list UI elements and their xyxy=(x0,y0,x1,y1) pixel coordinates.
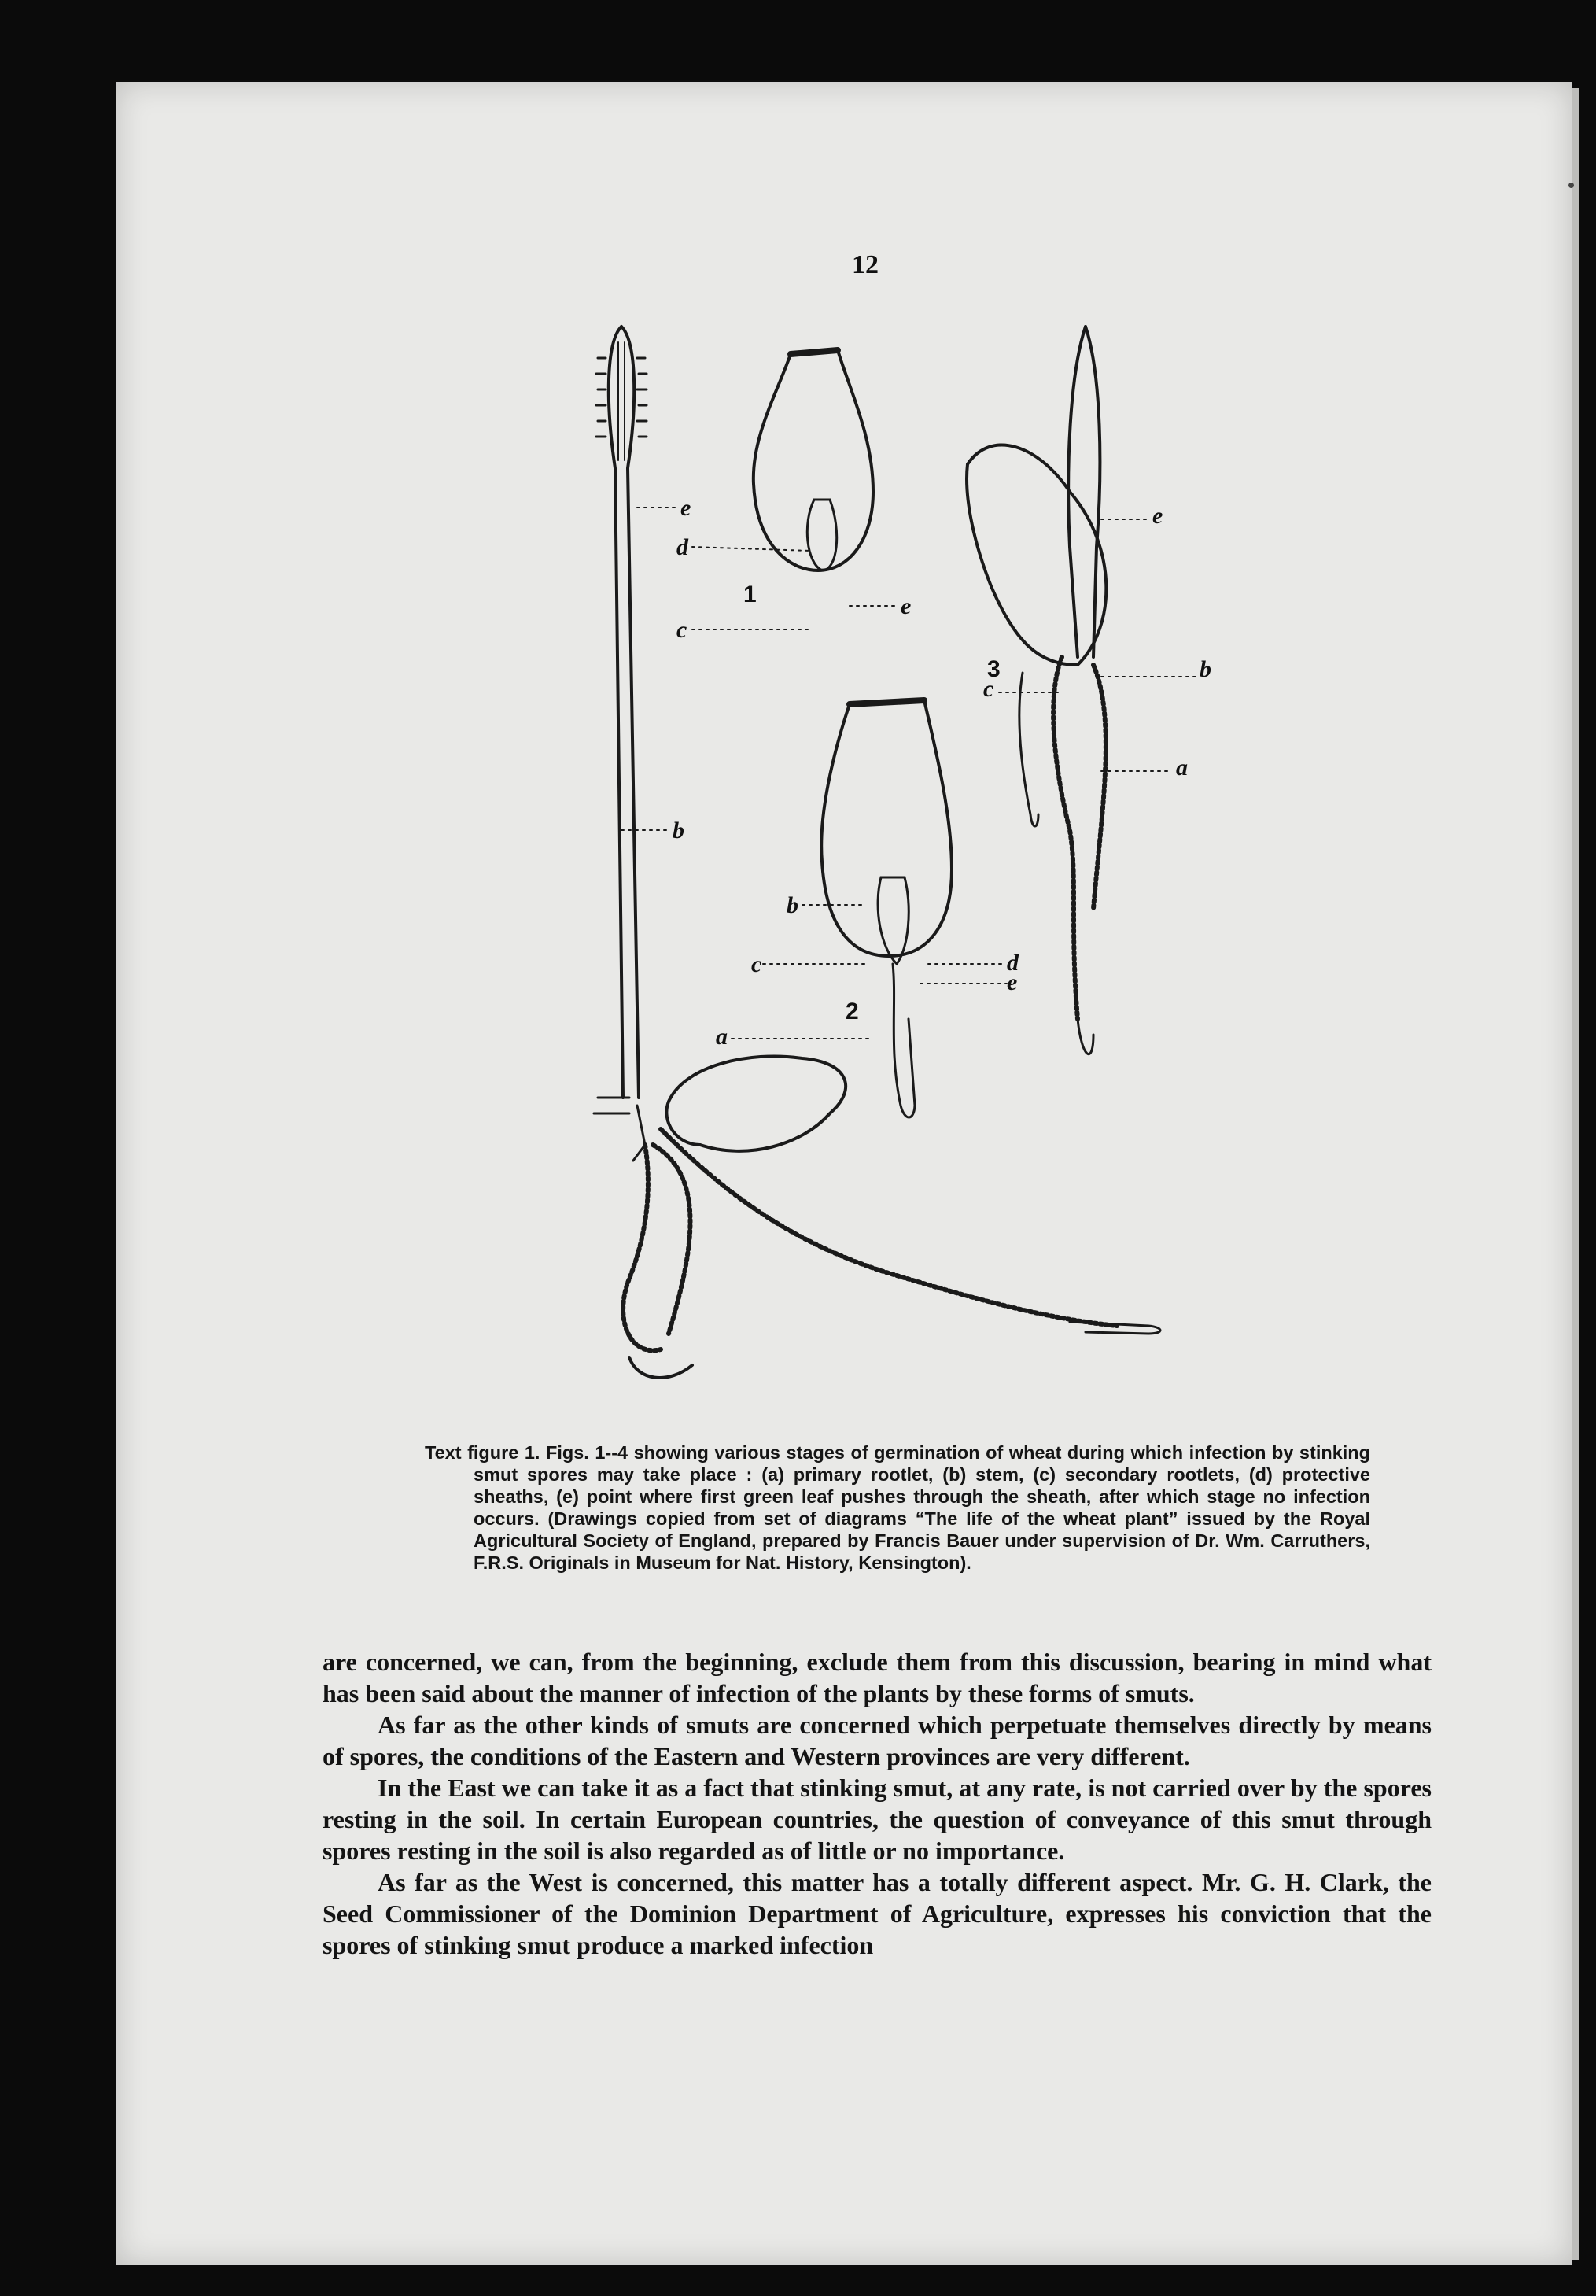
label-b-fig4: b xyxy=(673,818,684,843)
fig2-grain xyxy=(821,700,952,1117)
figure-caption xyxy=(425,1441,1370,1574)
paragraph-2: As far as the other kinds of smuts are concerned which perpetuate themselves directly by means of spores, the conditions of the Eastern and Western provinces are very different. xyxy=(323,1711,1432,1770)
scan-speck xyxy=(1568,183,1574,188)
label-a-fig2: a xyxy=(716,1024,728,1050)
caption-text: Figs. 1--4 showing various stages of germination of wheat during which infection by stinking smut spores may take place : (a) primary rootlet, (b) stem, (c) secondary rootlets, (d) protective sheaths, (e) point where first green leaf pushes through the sheath, after which stage no infection occurs. (Drawings copied from set of diagrams “The life of the wheat plant” issued by the Royal Agricultural Society of England, prepared by Francis Bauer under supervision of Dr. Wm. Carruthers, F.R.S. Originals in Museum for Nat. History, Kensington). xyxy=(474,1442,1371,1573)
caption-lead: Text figure 1. xyxy=(425,1442,540,1463)
label-e-fig2: e xyxy=(1007,969,1018,995)
body-text xyxy=(323,1646,1432,1961)
fig3-number: 3 xyxy=(987,656,1001,682)
fig1-number: 1 xyxy=(743,581,757,607)
label-e-fig4: e xyxy=(680,495,691,521)
label-e-fig3: e xyxy=(1152,503,1163,529)
label-c-fig1: c xyxy=(676,617,687,643)
label-c-fig3: c xyxy=(983,676,994,702)
label-d-fig1: d xyxy=(676,534,688,560)
wheat-germination-illustration xyxy=(551,311,1243,1412)
label-e-fig1: e xyxy=(901,593,912,619)
label-c-fig2: c xyxy=(751,951,762,977)
paragraph-1: are concerned, we can, from the beginning, exclude them from this discussion, bearing in mind what has been said about the manner of infection of the plants by these forms of smuts. xyxy=(323,1648,1432,1707)
fig1-grain xyxy=(754,350,873,570)
paragraph-3: In the East we can take it as a fact that stinking smut, at any rate, is not carried over by the spores resting in the soil. In certain European countries, the question of conveyance of this smut through spores resting in the soil is also regarded as of little or no importance. xyxy=(323,1774,1432,1865)
paragraph-4: As far as the West is concerned, this matter has a totally different aspect. Mr. G. H. Clark, the Seed Commissioner of the Dominion Department of Agriculture, expresses his conviction that the spores of stinking smut produce a marked infection xyxy=(323,1868,1432,1959)
fig2-number: 2 xyxy=(846,999,859,1024)
label-d-fig2: d xyxy=(1007,950,1019,976)
page-number: 12 xyxy=(852,250,879,279)
label-b-fig2: b xyxy=(787,892,798,918)
label-leaders xyxy=(621,508,1196,1039)
germination-figure xyxy=(551,311,1243,1412)
page-edge xyxy=(1572,88,1579,2260)
label-b-fig3: b xyxy=(1200,656,1211,682)
fig4-plant xyxy=(594,327,1160,1378)
label-a-fig3: a xyxy=(1176,755,1188,781)
